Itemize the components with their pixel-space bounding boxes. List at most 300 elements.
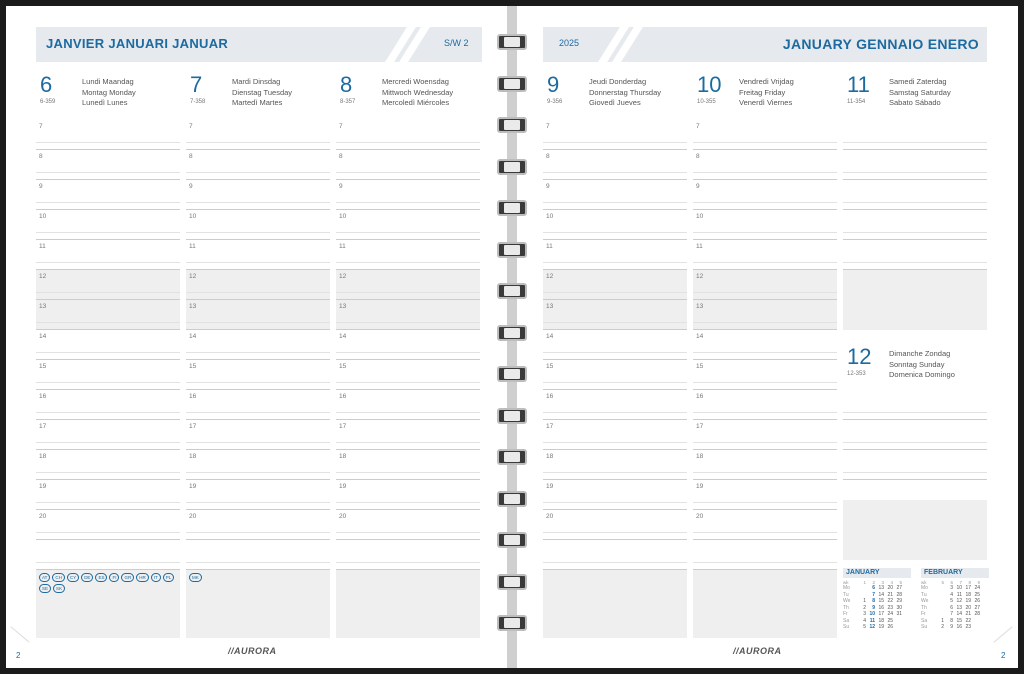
time-slot[interactable] [693, 210, 837, 240]
hour-label: 16 [546, 393, 554, 400]
spiral-ring [497, 159, 527, 175]
day-name-line: Martedì Martes [232, 98, 283, 107]
day-of-year: 11-354 [847, 99, 866, 105]
time-slot[interactable] [693, 510, 837, 540]
ring-inner [504, 535, 520, 545]
hour-label: 17 [696, 423, 704, 430]
date-cell: 2 [863, 604, 866, 611]
date-cell: 10 [869, 611, 875, 617]
time-slot[interactable] [336, 150, 480, 180]
time-slot[interactable] [843, 150, 987, 180]
hour-label: 13 [39, 303, 47, 310]
spiral-ring [497, 325, 527, 341]
ring-inner [504, 369, 520, 379]
time-slot[interactable] [693, 540, 837, 570]
day-of-year: 6-359 [40, 99, 56, 105]
page-number: 2 [1001, 651, 1006, 660]
time-slot[interactable] [843, 420, 987, 450]
country-badge: AT [39, 573, 50, 582]
time-slot[interactable] [186, 270, 330, 300]
day-name-line: Sonntag Sunday [889, 359, 945, 369]
ring-inner [504, 618, 520, 628]
time-slot[interactable] [186, 540, 330, 570]
time-slot[interactable] [336, 300, 480, 330]
date-cell: 24 [887, 611, 893, 617]
date-cell: 10 [956, 585, 962, 591]
hour-label: 16 [696, 393, 704, 400]
spiral-ring [497, 117, 527, 133]
country-badge: MK [189, 573, 202, 582]
hour-label: 10 [339, 213, 347, 220]
time-slot[interactable] [36, 360, 180, 390]
time-slot[interactable] [186, 480, 330, 510]
notes-box[interactable] [186, 570, 330, 638]
time-slot[interactable] [693, 390, 837, 420]
hour-label: 20 [339, 513, 347, 520]
time-slot[interactable] [36, 390, 180, 420]
time-slot[interactable] [36, 120, 180, 150]
day-names [739, 77, 794, 109]
time-slot[interactable] [336, 270, 480, 300]
time-slot[interactable] [843, 180, 987, 210]
date-cell: 16 [956, 624, 962, 630]
date-cell: 9 [872, 604, 875, 611]
ring-inner [504, 577, 520, 587]
hour-label: 11 [39, 243, 46, 250]
time-slot[interactable] [693, 300, 837, 330]
time-slot[interactable] [543, 330, 687, 360]
hour-label: 13 [189, 303, 197, 310]
day-header [547, 72, 687, 112]
time-slot[interactable] [336, 450, 480, 480]
brand-logo: //AURORA [228, 646, 277, 656]
date-cell: 19 [878, 624, 884, 630]
left-page [6, 6, 507, 668]
day-names [889, 349, 955, 381]
date-cell: 4 [863, 617, 866, 624]
week-number: 8 [968, 580, 971, 585]
day-header [697, 72, 837, 112]
time-slot[interactable] [693, 240, 837, 270]
page-corner [993, 626, 1012, 642]
hour-label: 14 [546, 333, 554, 340]
time-slot[interactable] [693, 120, 837, 150]
time-slot[interactable] [36, 420, 180, 450]
date-cell: 3 [950, 585, 953, 591]
ring-inner [504, 286, 520, 296]
sunday-header [847, 344, 987, 384]
day-name-line: Mercredi Woensdag [382, 77, 449, 86]
day-column [186, 72, 330, 632]
day-name-line: Dienstag Tuesday [232, 87, 293, 97]
hour-label: 9 [339, 183, 343, 190]
time-slot[interactable] [186, 120, 330, 150]
hour-label: 14 [339, 333, 347, 340]
hour-label: 17 [339, 423, 347, 430]
time-slot[interactable] [36, 510, 180, 540]
hour-label: 8 [39, 153, 43, 160]
time-slot[interactable] [543, 420, 687, 450]
country-badge: PL [163, 573, 175, 582]
day-header [847, 72, 987, 112]
date-cell: 23 [887, 604, 893, 611]
day-of-year: 8-357 [340, 99, 356, 105]
country-badge: GR [121, 573, 134, 582]
hour-label: 20 [696, 513, 704, 520]
ring-inner [504, 120, 520, 130]
mini-calendar-title: FEBRUARY [921, 568, 989, 578]
time-slot[interactable] [693, 450, 837, 480]
weekday-abbr: Tu [921, 591, 927, 598]
time-slot[interactable] [543, 300, 687, 330]
time-slot[interactable] [186, 300, 330, 330]
date-cell: 24 [974, 585, 980, 591]
time-slot[interactable] [693, 420, 837, 450]
date-cell: 7 [872, 591, 875, 598]
spiral-binding [493, 0, 531, 674]
time-slot[interactable] [36, 330, 180, 360]
spiral-ring [497, 532, 527, 548]
time-slot[interactable] [843, 210, 987, 240]
time-slot[interactable] [543, 360, 687, 390]
weekday-abbr: Sa [921, 617, 928, 624]
day-name-line: Giovedì Jueves [589, 98, 641, 107]
weekday-abbr: Tu [843, 591, 849, 598]
hour-label: 16 [39, 393, 47, 400]
time-slot[interactable] [543, 180, 687, 210]
date-cell: 29 [896, 598, 902, 604]
country-badge: CY [67, 573, 79, 582]
hour-label: 20 [189, 513, 197, 520]
day-name-line: Montag Monday [82, 87, 136, 97]
time-slot[interactable] [336, 210, 480, 240]
hour-label: 9 [189, 183, 193, 190]
ring-inner [504, 203, 520, 213]
time-slot[interactable] [336, 420, 480, 450]
time-slot[interactable] [186, 450, 330, 480]
day-column [843, 72, 987, 632]
time-slot[interactable] [336, 120, 480, 150]
week-number: wk [843, 580, 849, 585]
time-slot[interactable] [36, 150, 180, 180]
week-number: 5 [899, 580, 902, 585]
hour-label: 15 [339, 363, 347, 370]
hour-label: 11 [339, 243, 346, 250]
hour-label: 19 [39, 483, 47, 490]
spiral-ring [497, 366, 527, 382]
notes-box[interactable] [543, 570, 687, 638]
date-cell: 5 [863, 624, 866, 630]
date-cell: 20 [887, 585, 893, 591]
day-name-line: Jeudi Donderdag [589, 77, 647, 86]
time-slot[interactable] [543, 240, 687, 270]
notes-box[interactable] [36, 570, 180, 638]
date-cell: 9 [950, 624, 953, 630]
day-name-line: Lunedì Lunes [82, 98, 128, 107]
day-name-line: Donnerstag Thursday [589, 87, 661, 97]
page-number: 2 [16, 651, 21, 660]
country-badge: HR [136, 573, 149, 582]
date-cell: 12 [869, 624, 875, 630]
date-cell: 12 [956, 598, 962, 604]
date-cell [893, 624, 902, 631]
time-slot[interactable] [36, 450, 180, 480]
day-name-line: Freitag Friday [739, 87, 786, 97]
time-slot[interactable] [336, 510, 480, 540]
date-cell: 6 [950, 604, 953, 611]
time-slot[interactable] [543, 510, 687, 540]
hour-label: 20 [39, 513, 47, 520]
hour-label: 14 [39, 333, 47, 340]
time-slot[interactable] [843, 120, 987, 150]
hour-label: 7 [189, 123, 193, 130]
hour-label: 7 [339, 123, 343, 130]
week-number: 3 [881, 580, 884, 585]
date-cell: 11 [956, 591, 962, 598]
time-slot[interactable] [336, 480, 480, 510]
right-month-title: JANUARY GENNAIO ENERO [782, 36, 979, 52]
time-slot[interactable] [336, 240, 480, 270]
time-slot[interactable] [186, 420, 330, 450]
day-column [336, 72, 480, 632]
hour-label: 12 [339, 273, 347, 280]
day-name-line: Mercoledì Miércoles [382, 98, 450, 107]
date-cell: 20 [965, 604, 971, 611]
week-number: 7 [959, 580, 962, 585]
hour-label: 14 [696, 333, 704, 340]
time-slot[interactable] [36, 270, 180, 300]
date-cell: 1 [863, 598, 866, 604]
mini-calendar [921, 568, 989, 631]
week-number: wk [921, 580, 927, 585]
saturday-shade [843, 270, 987, 330]
time-slot[interactable] [693, 330, 837, 360]
time-slot[interactable] [543, 120, 687, 150]
time-slot[interactable] [36, 480, 180, 510]
date-cell: 3 [863, 611, 866, 617]
day-name-line: Mardi Dinsdag [232, 77, 281, 86]
spiral-ring [497, 408, 527, 424]
day-header [40, 72, 180, 112]
hour-label: 18 [546, 453, 554, 460]
time-slot[interactable] [543, 270, 687, 300]
holiday-badges [39, 573, 179, 593]
date-cell: 15 [956, 617, 962, 624]
time-slot[interactable] [186, 180, 330, 210]
date-cell: 6 [872, 585, 875, 591]
time-slot[interactable] [843, 390, 987, 420]
date-cell: 28 [896, 591, 902, 598]
hour-label: 7 [546, 123, 550, 130]
date-cell: 7 [950, 611, 953, 617]
hour-label: 15 [39, 363, 47, 370]
spiral-ring [497, 76, 527, 92]
time-slot[interactable] [336, 330, 480, 360]
date-cell: 8 [950, 617, 953, 624]
hour-label: 19 [189, 483, 197, 490]
hour-label: 12 [546, 273, 554, 280]
ring-inner [504, 452, 520, 462]
weekday-abbr: Sa [843, 617, 850, 624]
date-cell: 15 [878, 598, 884, 604]
day-name-line: Vendredi Vrijdag [739, 77, 794, 86]
year-label: 2025 [559, 38, 580, 48]
date-cell: 31 [896, 611, 902, 617]
date-cell: 18 [878, 617, 884, 624]
spiral-ring [497, 200, 527, 216]
time-slot[interactable] [186, 150, 330, 180]
time-slot[interactable] [186, 510, 330, 540]
time-slot[interactable] [693, 180, 837, 210]
time-slot[interactable] [186, 330, 330, 360]
hour-label: 8 [696, 153, 700, 160]
date-cell: 16 [878, 604, 884, 611]
day-of-year: 10-355 [697, 99, 716, 105]
date-cell [971, 624, 980, 631]
notes-box[interactable] [336, 570, 480, 638]
mini-calendar-row [921, 624, 989, 631]
weekday-abbr: Th [921, 604, 927, 611]
hour-label: 19 [696, 483, 704, 490]
weekday-abbr: Su [921, 624, 928, 630]
date-cell: 21 [887, 591, 893, 598]
hour-label: 16 [189, 393, 197, 400]
time-slot[interactable] [543, 540, 687, 570]
day-number: 6 [40, 72, 53, 97]
day-number: 10 [697, 72, 722, 97]
day-names [232, 77, 292, 109]
time-slot[interactable] [543, 210, 687, 240]
week-number: 4 [890, 580, 893, 585]
weekday-abbr: Mo [921, 585, 928, 591]
hour-label: 17 [546, 423, 554, 430]
date-cell: 14 [878, 591, 884, 598]
hour-label: 17 [189, 423, 197, 430]
mini-calendar-title: JANUARY [843, 568, 911, 578]
time-slot[interactable] [543, 450, 687, 480]
time-slot[interactable] [36, 180, 180, 210]
time-slot[interactable] [693, 360, 837, 390]
hour-label: 10 [696, 213, 704, 220]
time-slot[interactable] [186, 240, 330, 270]
hour-label: 9 [546, 183, 550, 190]
hour-label: 13 [546, 303, 554, 310]
left-month-title: JANVIER JANUARI JANUAR [46, 36, 229, 51]
hour-label: 11 [696, 243, 703, 250]
page-corner [10, 626, 29, 642]
weekday-abbr: Fr [843, 611, 848, 617]
date-cell: 4 [950, 591, 953, 598]
day-names [382, 77, 453, 109]
day-name-line: Samedi Zaterdag [889, 77, 947, 86]
spiral-ring [497, 574, 527, 590]
time-slot[interactable] [336, 390, 480, 420]
day-column [693, 72, 837, 632]
ring-inner [504, 245, 520, 255]
time-slot[interactable] [36, 300, 180, 330]
time-slot[interactable] [36, 540, 180, 570]
time-slot[interactable] [693, 480, 837, 510]
date-cell: 28 [974, 611, 980, 617]
date-cell: 27 [896, 585, 902, 591]
time-slot[interactable] [336, 540, 480, 570]
time-slot[interactable] [843, 240, 987, 270]
time-slot[interactable] [336, 180, 480, 210]
time-slot[interactable] [336, 360, 480, 390]
hour-label: 13 [696, 303, 704, 310]
time-slot[interactable] [693, 270, 837, 300]
date-cell: 1 [941, 617, 944, 624]
time-slot[interactable] [543, 390, 687, 420]
country-badge: ES [95, 573, 107, 582]
week-number: 1 [863, 580, 866, 585]
day-column [543, 72, 687, 632]
date-cell: 27 [974, 604, 980, 611]
time-slot[interactable] [693, 150, 837, 180]
time-slot[interactable] [186, 360, 330, 390]
date-cell: 21 [965, 611, 971, 617]
hour-label: 17 [39, 423, 47, 430]
hour-label: 14 [189, 333, 197, 340]
spiral-ring [497, 34, 527, 50]
day-header [340, 72, 480, 112]
spiral-ring [497, 491, 527, 507]
time-slot[interactable] [186, 210, 330, 240]
hour-label: 13 [339, 303, 347, 310]
hour-label: 7 [696, 123, 700, 130]
notes-box[interactable] [693, 570, 837, 638]
day-number: 12 [847, 344, 872, 369]
day-name-line: Lundi Maandag [82, 77, 134, 86]
date-cell: 5 [950, 598, 953, 604]
date-cell: 13 [956, 604, 962, 611]
day-number: 8 [340, 72, 353, 97]
ring-inner [504, 162, 520, 172]
hour-label: 15 [696, 363, 704, 370]
hour-label: 12 [189, 273, 197, 280]
day-header [190, 72, 330, 112]
hour-label: 8 [189, 153, 193, 160]
country-badge: SK [53, 584, 65, 593]
hour-label: 7 [39, 123, 43, 130]
week-number: 9 [977, 580, 980, 585]
time-slot[interactable] [36, 210, 180, 240]
date-cell: 25 [887, 617, 893, 624]
time-slot[interactable] [843, 450, 987, 480]
country-badge: IT [151, 573, 161, 582]
time-slot[interactable] [36, 240, 180, 270]
date-cell: 26 [887, 624, 893, 630]
brand-logo: //AURORA [733, 646, 782, 656]
day-name-line: Mittwoch Wednesday [382, 87, 454, 97]
hour-label: 11 [546, 243, 553, 250]
mini-calendar-row [843, 624, 911, 631]
hour-label: 20 [546, 513, 554, 520]
time-slot[interactable] [186, 390, 330, 420]
day-number: 9 [547, 72, 560, 97]
hour-label: 19 [546, 483, 554, 490]
week-number: 5 [941, 580, 944, 585]
time-slot[interactable] [543, 150, 687, 180]
date-cell: 25 [974, 591, 980, 598]
hour-label: 18 [39, 453, 47, 460]
day-name-line: Sabato Sábado [889, 98, 941, 107]
day-column [36, 72, 180, 632]
time-slot[interactable] [543, 480, 687, 510]
weekday-abbr: Th [843, 604, 849, 611]
holiday-badges [189, 573, 329, 582]
country-badge: SE [39, 584, 51, 593]
